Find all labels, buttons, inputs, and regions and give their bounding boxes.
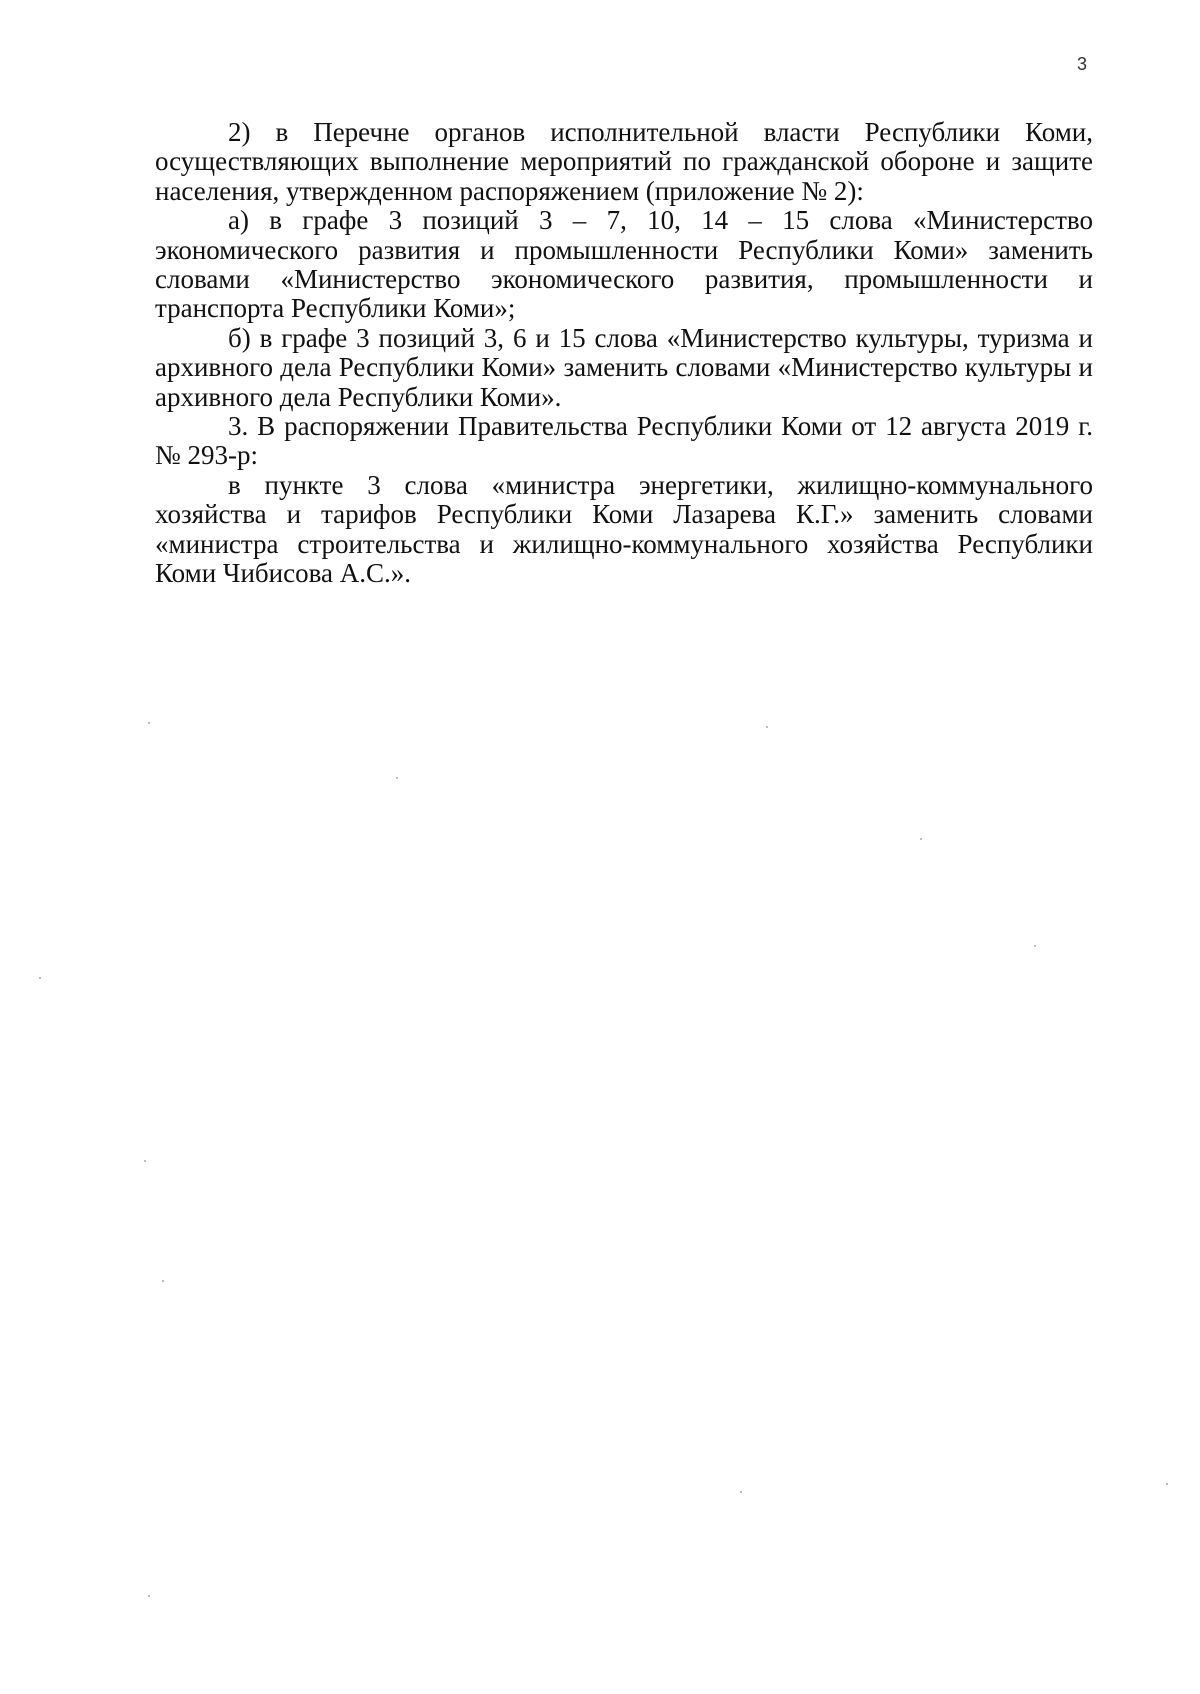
- paragraph-clause-3: в пункте 3 слова «министра энергетики, жилищно-коммунального хозяйства и тарифов Республики Коми Лазарева К.Г.» заменить словами «министра строительства и жилищно-коммунального хозяйства Республики Коми Чибисова А.С.».: [155, 469, 1093, 589]
- scan-speck: [766, 726, 768, 728]
- paragraph-subitem-b: б) в графе 3 позиций 3, 6 и 15 слова «Министерство культуры, туризма и архивного дела Республики Коми» заменить словами «Министерство культуры и архивного дела Республики Коми».: [155, 322, 1093, 412]
- scan-speck: [144, 1160, 146, 1162]
- paragraph-item-3: 3. В распоряжении Правительства Республики Коми от 12 августа 2019 г. № 293-р:: [155, 411, 1093, 471]
- scan-speck: [148, 722, 150, 724]
- scan-speck: [1034, 945, 1036, 947]
- scan-speck: [740, 1491, 742, 1493]
- scan-speck: [920, 838, 922, 840]
- scan-speck: [39, 977, 41, 979]
- scan-speck: [1166, 1483, 1168, 1485]
- scan-speck: [396, 777, 398, 779]
- scan-speck: [148, 1595, 150, 1597]
- scan-speck: [162, 1280, 164, 1282]
- page-number: 3: [1077, 54, 1088, 74]
- paragraph-item-2: 2) в Перечне органов исполнительной власти Республики Коми, осуществляющих выполнение мероприятий по гражданской обороне и защите населения, утвержденном распоряжением (приложение № 2):: [155, 117, 1093, 206]
- paragraph-subitem-a: а) в графе 3 позиций 3 – 7, 10, 14 – 15 слова «Министерство экономического развития и промышленности Республики Коми» заменить словами «Министерство экономического развития, промышленности и транспорта Республики Коми»;: [155, 205, 1093, 324]
- document-body: [155, 118, 1093, 589]
